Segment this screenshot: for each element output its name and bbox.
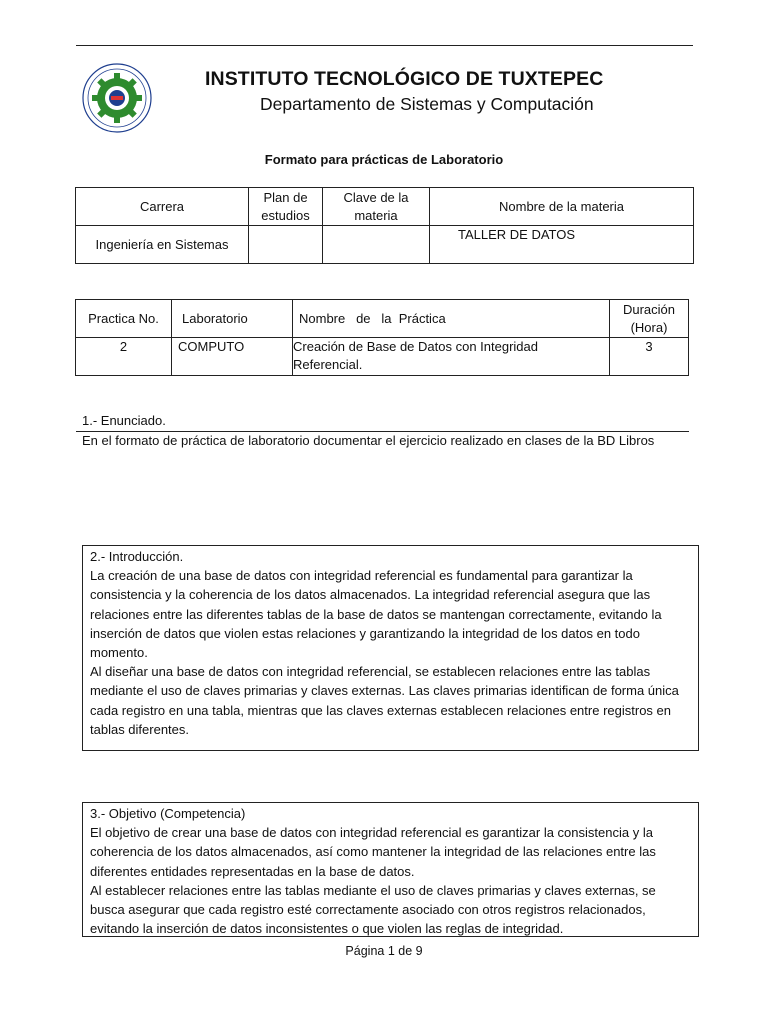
table-header-row <box>76 300 689 338</box>
table-cell <box>323 226 430 264</box>
section-2-title: 2.- Introducción. <box>90 549 184 564</box>
header-cell: Laboratorio <box>172 300 293 338</box>
section-1-rule <box>76 431 689 432</box>
form-title: Formato para prácticas de Laboratorio <box>264 152 504 167</box>
page-number: Página 1 de 9 <box>345 944 423 958</box>
section-1-title: 1.- Enunciado. <box>82 413 166 428</box>
institute-name: INSTITUTO TECNOLÓGICO DE TUXTEPEC <box>205 68 604 90</box>
table-cell: COMPUTO <box>172 338 293 376</box>
header-cell: Duración (Hora) <box>610 300 689 338</box>
table-header-row <box>76 188 694 226</box>
header-cell: Carrera <box>76 188 249 226</box>
institute-seal-logo <box>82 63 152 133</box>
section-3-title: 3.- Objetivo (Competencia) <box>90 806 246 821</box>
objective-box <box>82 802 699 937</box>
table-cell: Creación de Base de Datos con Integridad Referencial. <box>293 338 610 376</box>
department-name: Departamento de Sistemas y Computación <box>260 94 594 114</box>
section-1-text: En el formato de práctica de laboratorio documentar el ejercicio realizado en clases de la BD Libros <box>82 433 655 448</box>
practice-info-table <box>75 299 689 376</box>
section-2-paragraph-2: Al diseñar una base de datos con integridad referencial, se establecen relaciones entre las tablas mediante el uso de claves primarias y claves externas. Las claves primarias identifican de forma única cada registro en una tabla, mientras que las claves externas establecen relaciones entre registros en tablas diferentes. <box>90 664 679 737</box>
table-row <box>76 338 689 376</box>
header-cell: Plan de estudios <box>249 188 323 226</box>
table-row <box>76 226 694 264</box>
section-3-paragraph-2: Al establecer relaciones entre las tablas mediante el uso de claves primarias y claves externas, se busca asegurar que cada registro esté correctamente asociado con otros registros relacionados, evitando la inserción de datos inconsistentes o que violen las reglas de integridad. <box>90 882 656 937</box>
header-cell: Practica No. <box>76 300 172 338</box>
course-info-table <box>75 187 694 264</box>
table-cell: Ingeniería en Sistemas <box>76 226 249 264</box>
header-rule <box>76 45 693 46</box>
header-cell: Nombre de la materia <box>430 188 694 226</box>
introduction-box <box>82 545 699 751</box>
section-2-paragraph-1: La creación de una base de datos con integridad referencial es fundamental para garantizar la consistencia y la coherencia de los datos almacenados. La integridad referencial asegura que las relaciones entre las diferentes tablas de la base de datos se mantengan correctamente, evitando la inserción de datos que violen estas relaciones y garantizando la integridad de los datos en todo momento. <box>90 568 662 661</box>
table-cell: 2 <box>76 338 172 376</box>
table-cell: 3 <box>610 338 689 376</box>
table-cell: TALLER DE DATOS <box>430 226 694 264</box>
header-cell: Nombre de la Práctica <box>293 300 610 338</box>
header-cell: Clave de la materia <box>323 188 430 226</box>
table-cell <box>249 226 323 264</box>
section-3-paragraph-1: El objetivo de crear una base de datos con integridad referencial es garantizar la consistencia y la coherencia de los datos almacenados, así como mantener la integridad de las relaciones entre las diferentes entidades representadas en la base de datos. <box>90 825 656 879</box>
